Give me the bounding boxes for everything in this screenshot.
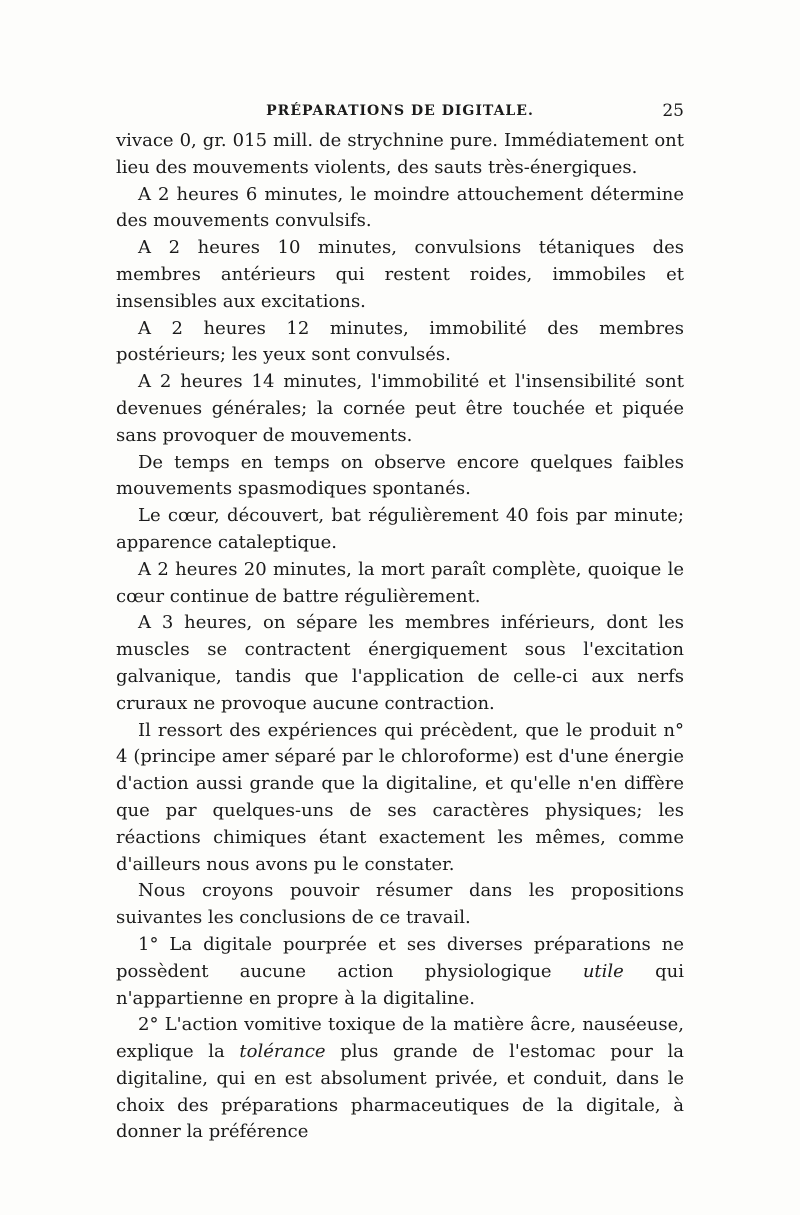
paragraph-2h20: A 2 heures 20 minutes, la mort paraît complète, quoique le cœur continue de battre régulièrement.	[116, 558, 684, 607]
paragraph-2h06: A 2 heures 6 minutes, le moindre attouchement détermine des mouvements convulsifs.	[116, 183, 684, 232]
paragraph-3h: A 3 heures, on sépare les membres inférieurs, dont les muscles se contractent énergiquement sous l'excitation galvanique, tandis que l'application de celle-ci aux nerfs cruraux ne provoque aucune contraction.	[116, 612, 684, 714]
paragraph-conclusion-experiments: Il ressort des expériences qui précèdent, que le produit n° 4 (principe amer séparé par le chloroforme) est d'une énergie d'action aussi grande que la digitaline, et qu'elle n'en diffère que par quelques-uns de ses caractères physiques; les réactions chimiques étant exactement les mêmes, comme d'ailleurs nous avons pu le constater.	[116, 719, 684, 875]
proposition-2-text-b: plus grande de l'estomac pour la digitaline, qui en est absolument privée, et conduit, dans le choix des préparations pharmaceutiques de la digitale, à donner la préférence	[116, 1041, 684, 1143]
proposition-1	[116, 932, 684, 1012]
proposition-1-emphasis: utile	[582, 960, 624, 982]
proposition-2-emphasis: tolérance	[239, 1041, 326, 1063]
paragraph-spasms: De temps en temps on observe encore quelques faibles mouvements spasmodiques spontanés.	[116, 451, 684, 500]
paragraph-heart: Le cœur, découvert, bat régulièrement 40 fois par minute; apparence cataleptique.	[116, 505, 684, 553]
page-number: 25	[662, 101, 684, 121]
proposition-1-text-b: qui n'appartienne en propre à la digitaline.	[116, 960, 684, 1009]
paragraph-2h14: A 2 heures 14 minutes, l'immobilité et l'insensibilité sont devenues générales; la cornée peut être touchée et piquée sans provoquer de mouvements.	[116, 371, 684, 446]
proposition-2-text-a: 2° L'action vomitive toxique de la matière âcre, nauséeuse, explique la	[116, 1014, 684, 1063]
paragraph-summary-intro: Nous croyons pouvoir résumer dans les propositions suivantes les conclusions de ce travail.	[116, 880, 684, 929]
paragraph-2h12: A 2 heures 12 minutes, immobilité des membres postérieurs; les yeux sont convulsés.	[116, 317, 684, 366]
proposition-1-text-a: 1° La digitale pourprée et ses diverses préparations ne possèdent aucune action physiologique	[116, 933, 684, 982]
proposition-2	[116, 1012, 684, 1146]
paragraph-2h10: A 2 heures 10 minutes, convulsions tétaniques des membres antérieurs qui restent roides, immobiles et insensibles aux excitations.	[116, 237, 684, 312]
paragraph-continuation: vivace 0, gr. 015 mill. de strychnine pure. Immédiatement ont lieu des mouvements violents, des sauts très-énergiques.	[116, 130, 684, 178]
running-title: PRÉPARATIONS DE DIGITALE.	[266, 103, 534, 119]
body-text	[116, 128, 684, 1146]
page-header	[116, 96, 684, 126]
